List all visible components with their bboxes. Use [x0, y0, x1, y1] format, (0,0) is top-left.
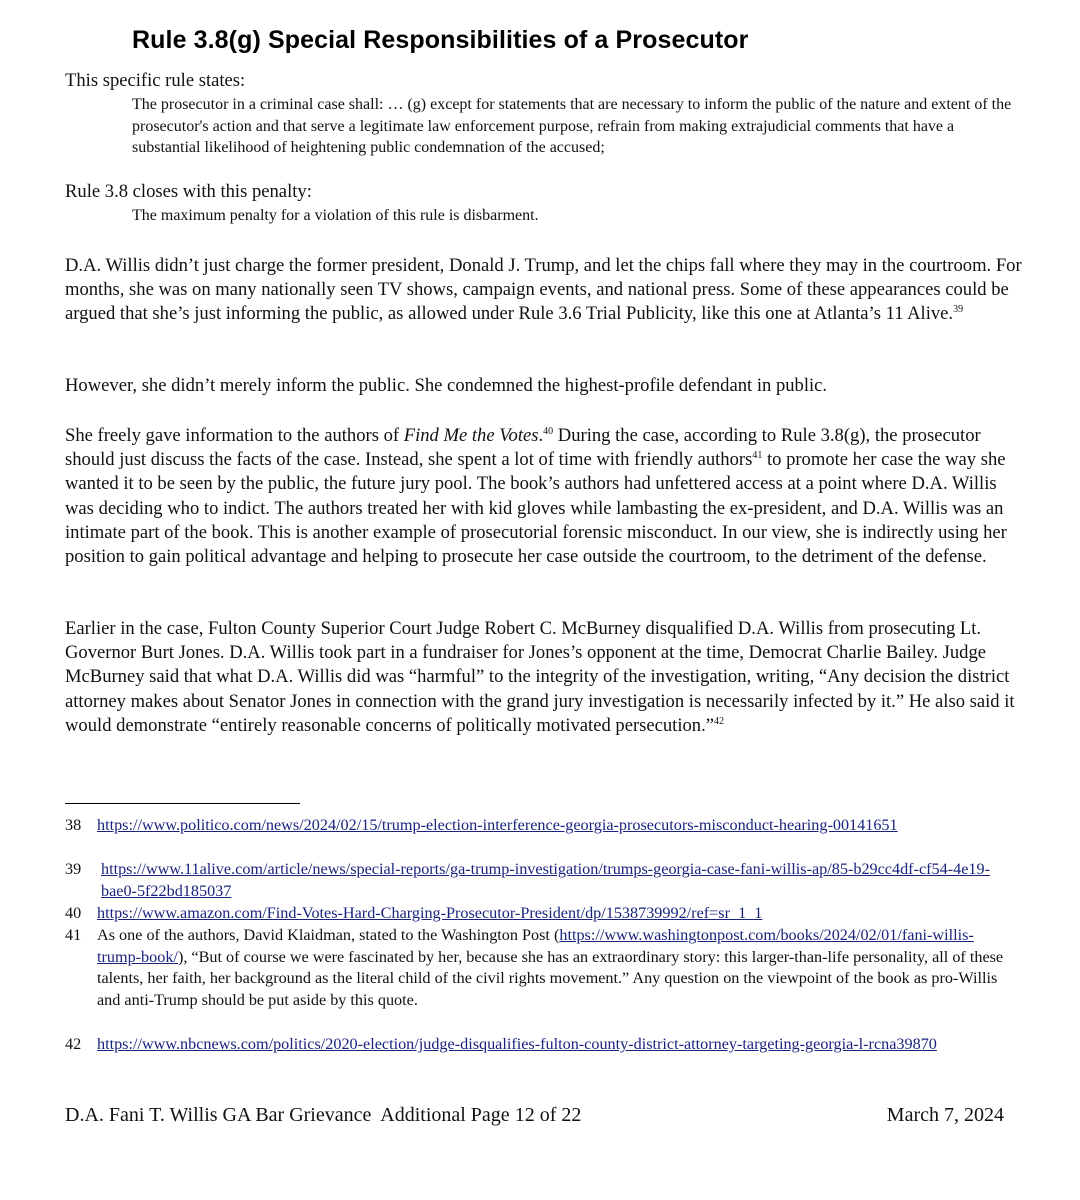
paragraph-inform-public — [65, 374, 1025, 398]
footnote-text: As one of the authors, David Klaidman, stated to the Washington Post ( — [97, 926, 560, 944]
footnote-link-39[interactable]: https://www.11alive.com/article/news/special-reports/ga-trump-investigation/trumps-georgia-case-fani-willis-ap/85-b29cc4df-cf54-4e19-bae0-5f22bd185037 — [101, 860, 990, 900]
paragraph-text: However, she didn’t merely inform the public. She condemned the highest-profile defendant in public. — [65, 375, 828, 396]
footnote-link-40[interactable]: https://www.amazon.com/Find-Votes-Hard-Charging-Prosecutor-President/dp/1538739992/ref=sr_1_1 — [97, 904, 763, 922]
footnote-number: 39 — [65, 860, 82, 878]
paragraph-text: During the case, according to Rule 3.8(g), the prosecutor should just discuss the facts of the case. Instead, she spent a lot of time with friendly authors — [65, 425, 981, 471]
rule-intro: This specific rule states: — [65, 70, 246, 91]
paragraph-trump-charge — [65, 254, 1025, 327]
penalty-quote: The maximum penalty for a violation of this rule is disbarment. — [132, 207, 539, 224]
paragraph-text: She freely gave information to the authors of — [65, 425, 404, 446]
footnote-41 — [65, 925, 1015, 1011]
penalty-intro: Rule 3.8 closes with this penalty: — [65, 181, 312, 202]
footnote-40 — [65, 903, 1015, 925]
footer-document-title: D.A. Fani T. Willis GA Bar Grievance Additional Page 12 of 22 — [65, 1104, 582, 1126]
footnote-number: 41 — [65, 926, 82, 944]
footnote-link-41[interactable]: https://www.washingtonpost.com/books/2024/02/01/fani-willis-trump-book/ — [97, 926, 974, 966]
footnote-number: 40 — [65, 904, 82, 922]
paragraph-text: Earlier in the case, Fulton County Superior Court Judge Robert C. McBurney disqualified D.A. Willis from prosecuting Lt. Governor Burt Jones. D.A. Willis took part in a fundraiser for Jones’s opponent at the time, Democrat Charlie Bailey. Judge McBurney said that what D.A. Willis did was “harmful” to the integrity of the investigation, writing, “Any decision the district attorney makes about Senator Jones in connection with the grand jury investigation is necessarily infected by it.” He also said it would demonstrate “entirely reasonable concerns of politically motivated persecution.” — [65, 618, 1015, 736]
punctuation: . — [538, 425, 544, 446]
footnote-ref-41[interactable]: 41 — [752, 450, 763, 462]
book-title: Find Me the Votes — [403, 425, 539, 446]
footer-date: March 7, 2024 — [886, 1104, 1004, 1126]
rule-quote: The prosecutor in a criminal case shall: … (g) except for statements that are necessary to inform the public of the nature and extent of the prosecutor's action and that serve a legitimate law enforcement purpose, refrain from making extrajudicial comments that have a substantial likelihood of heightening public condemnation of the accused; — [132, 96, 1012, 156]
footnote-ref-39[interactable]: 39 — [953, 304, 964, 316]
page-heading: Rule 3.8(g) Special Responsibilities of a Prosecutor — [132, 26, 749, 54]
footnote-text: ), “But of course we were fascinated by her, because she has an extraordinary story: this larger-than-life personality, all of these talents, her faith, her background as the literal child of the civil rights movement.” Any question on the viewpoint of the book as pro-Willis and anti-Trump should be put aside by this quote. — [97, 947, 1004, 1009]
paragraph-book-authors — [65, 424, 1025, 569]
footnote-number: 38 — [65, 816, 82, 834]
footnote-ref-40[interactable]: 40 — [543, 426, 554, 437]
footnote-link-42[interactable]: https://www.nbcnews.com/politics/2020-election/judge-disqualifies-fulton-county-district-attorney-targeting-georgia-l-rcna39870 — [97, 1035, 937, 1053]
footnote-42 — [65, 1034, 1015, 1056]
paragraph-text: to promote her case the way she wanted it to be seen by the public, the future jury pool. The book’s authors had unfettered access at a point where D.A. Willis was deciding who to indict. The authors treated her with kid gloves while lambasting the ex-president, and D.A. Willis was an intimate part of the book. This is another example of prosecutorial forensic misconduct. In our view, she is indirectly using her position to gain political advantage and helping to prosecute her case outside the courtroom, to the detriment of the defense. — [65, 449, 1007, 568]
footnote-link-38[interactable]: https://www.politico.com/news/2024/02/15/trump-election-interference-georgia-prosecutors-misconduct-hearing-00141651 — [97, 816, 898, 834]
footnote-number: 42 — [65, 1035, 82, 1053]
footnote-39 — [65, 859, 1015, 902]
paragraph-text: D.A. Willis didn’t just charge the former president, Donald J. Trump, and let the chips fall where they may in the courtroom. For months, she was on many nationally seen TV shows, campaign events, and national press. Some of these appearances could be argued that she’s just informing the public, as allowed under Rule 3.6 Trial Publicity, like this one at Atlanta’s 11 Alive. — [65, 255, 1022, 325]
footnote-38 — [65, 815, 1015, 837]
paragraph-mcburney — [65, 617, 1025, 738]
footnote-divider — [65, 803, 300, 804]
footnote-ref-42[interactable]: 42 — [714, 715, 725, 727]
